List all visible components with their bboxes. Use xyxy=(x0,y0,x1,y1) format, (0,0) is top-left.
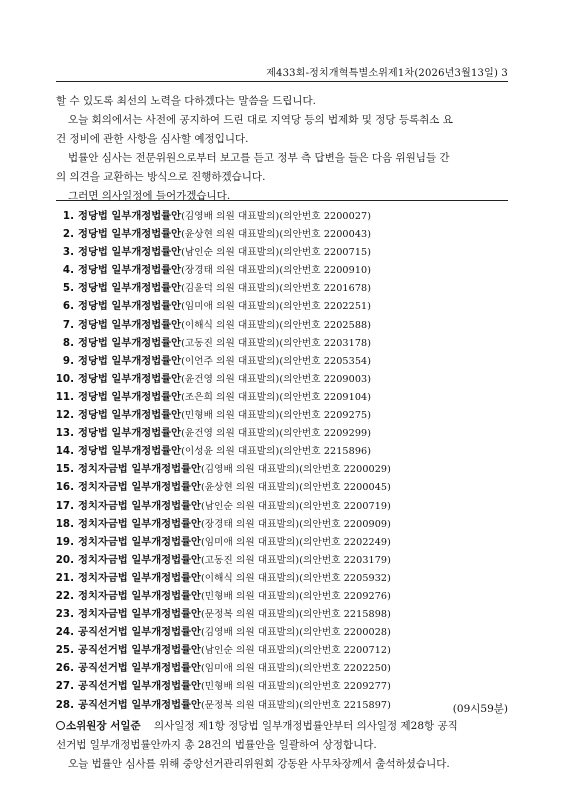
agenda-item xyxy=(55,551,508,569)
agenda-item-bill: 정당법 일부개정법률안 xyxy=(78,210,182,222)
agenda-item xyxy=(60,316,508,334)
agenda-item xyxy=(60,279,508,297)
agenda-item-number: 1. xyxy=(62,210,74,222)
agenda-item-number: 18. xyxy=(55,517,74,530)
agenda-item xyxy=(55,569,508,587)
agenda-item-detail: (김영배 의원 대표발의)(의안번호 2200029) xyxy=(200,464,391,476)
agenda-item-bill: 공직선거법 일부개정법률안 xyxy=(78,680,201,693)
agenda-item xyxy=(55,623,508,641)
agenda-item-number: 22. xyxy=(55,589,74,602)
speech-line: 오늘 법률안 심사를 위해 중앙선거관리위원회 강동완 사무차장께서 출석하셨습니다. xyxy=(68,758,450,770)
agenda-item-detail: (윤상현 의원 대표발의)(의안번호 2200045) xyxy=(200,482,391,494)
agenda-item-bill: 정당법 일부개정법률안 xyxy=(78,282,182,295)
agenda-item-detail: (남인순 의원 대표발의)(의안번호 2200715) xyxy=(181,247,372,259)
agenda-item xyxy=(55,533,508,551)
agenda-item-detail: (민형배 의원 대표발의)(의안번호 2209277) xyxy=(200,681,391,693)
agenda-item xyxy=(60,334,508,352)
agenda-item-number: 5. xyxy=(62,282,74,295)
agenda-item xyxy=(55,497,508,515)
agenda-item-bill: 정치자금법 일부개정법률안 xyxy=(78,517,201,530)
agenda-item-number: 24. xyxy=(55,626,74,639)
agenda-item-number: 10. xyxy=(55,372,74,385)
agenda-item-detail: (문정복 의원 대표발의)(의안번호 2215898) xyxy=(200,609,391,621)
agenda-item-bill: 정당법 일부개정법률안 xyxy=(78,318,182,331)
circle-bullet-icon xyxy=(56,721,65,730)
agenda-item-bill: 공직선거법 일부개정법률안 xyxy=(78,662,201,675)
agenda-item-number: 7. xyxy=(62,318,74,331)
speech-line-first xyxy=(56,717,508,736)
agenda-item-number: 2. xyxy=(62,228,74,241)
agenda-rule xyxy=(56,200,508,201)
agenda-item-detail: (문정복 의원 대표발의)(의안번호 2215897) xyxy=(200,699,391,711)
agenda-item-number: 6. xyxy=(62,300,74,313)
page-header: 제433회-정치개혁특별소위제1차(2026년3월13일) 3 xyxy=(266,68,508,79)
agenda-item-detail: (이해식 의원 대표발의)(의안번호 2205932) xyxy=(200,572,391,584)
agenda-item-bill: 공직선거법 일부개정법률안 xyxy=(78,626,201,639)
agenda-list xyxy=(55,207,508,714)
agenda-item-bill: 정치자금법 일부개정법률안 xyxy=(78,481,201,494)
agenda-item-number: 8. xyxy=(62,336,74,349)
agenda-item xyxy=(55,460,508,478)
agenda-item xyxy=(55,406,508,424)
agenda-item-number: 9. xyxy=(62,354,74,367)
agenda-item-detail: (윤건영 의원 대표발의)(의안번호 2209003) xyxy=(181,373,372,385)
agenda-item xyxy=(55,478,508,496)
agenda-item-detail: (임미애 의원 대표발의)(의안번호 2202250) xyxy=(200,663,391,675)
agenda-item xyxy=(55,388,508,406)
intro-line: 건 정비에 관한 사항을 심사할 예정입니다. xyxy=(56,133,249,145)
speech-block xyxy=(56,717,508,774)
agenda-item-detail: (임미애 의원 대표발의)(의안번호 2202249) xyxy=(200,536,391,548)
agenda-item-number: 27. xyxy=(55,680,74,693)
agenda-item-number: 3. xyxy=(62,246,74,259)
agenda-item-number: 13. xyxy=(55,427,74,440)
speech-line: 선거법 일부개정법률안까지 총 28건의 법률안을 일괄하여 상정합니다. xyxy=(56,739,377,751)
agenda-item-number: 23. xyxy=(55,608,74,621)
agenda-item-bill: 정당법 일부개정법률안 xyxy=(78,300,182,313)
agenda-item-detail: (민형배 의원 대표발의)(의안번호 2209275) xyxy=(181,410,372,422)
agenda-item-number: 17. xyxy=(55,499,74,512)
header-rule xyxy=(56,81,508,82)
agenda-item-bill: 정치자금법 일부개정법률안 xyxy=(78,571,201,584)
agenda-item-number: 4. xyxy=(62,264,74,277)
agenda-item xyxy=(55,370,508,388)
agenda-item-bill: 정치자금법 일부개정법률안 xyxy=(78,589,201,602)
agenda-item-number: 20. xyxy=(55,553,74,566)
agenda-item-detail: (윤건영 의원 대표발의)(의안번호 2209299) xyxy=(181,428,372,440)
agenda-item xyxy=(60,225,508,243)
agenda-item-number: 26. xyxy=(55,662,74,675)
agenda-item-bill: 정치자금법 일부개정법률안 xyxy=(78,463,201,476)
agenda-item xyxy=(55,605,508,623)
agenda-item-detail: (이해식 의원 대표발의)(의안번호 2202588) xyxy=(181,319,372,331)
time-mark: (09시59분) xyxy=(452,703,508,715)
agenda-item-number: 21. xyxy=(55,571,74,584)
intro-line: 의 의견을 교환하는 방식으로 진행하겠습니다. xyxy=(56,171,266,183)
agenda-item-detail: (이성윤 의원 대표발의)(의안번호 2215896) xyxy=(181,446,372,458)
agenda-item-detail: (조은희 의원 대표발의)(의안번호 2209104) xyxy=(181,391,372,403)
agenda-item-detail: (김윤덕 의원 대표발의)(의안번호 2201678) xyxy=(181,283,372,295)
agenda-item-bill: 공직선거법 일부개정법률안 xyxy=(78,698,201,711)
speaker-name: 소위원장 서일준 xyxy=(66,720,141,732)
agenda-item xyxy=(55,515,508,533)
intro-line: 할 수 있도록 최선의 노력을 다하겠다는 말씀을 드립니다. xyxy=(56,95,316,107)
agenda-item-bill: 정치자금법 일부개정법률안 xyxy=(78,535,201,548)
agenda-item-bill: 공직선거법 일부개정법률안 xyxy=(78,644,201,657)
agenda-item xyxy=(55,442,508,460)
agenda-item-bill: 정당법 일부개정법률안 xyxy=(78,246,182,259)
intro-line: 그러면 의사일정에 들어가겠습니다. xyxy=(68,190,231,202)
agenda-item xyxy=(60,297,508,315)
agenda-item xyxy=(60,207,508,225)
agenda-item-number: 12. xyxy=(55,409,74,422)
agenda-item-bill: 정치자금법 일부개정법률안 xyxy=(78,553,201,566)
agenda-item-bill: 정당법 일부개정법률안 xyxy=(78,372,182,385)
agenda-item-bill: 정당법 일부개정법률안 xyxy=(78,228,182,241)
agenda-item-number: 15. xyxy=(55,463,74,476)
agenda-item-number: 25. xyxy=(55,644,74,657)
agenda-item-detail: (장경태 의원 대표발의)(의안번호 2200909) xyxy=(200,518,391,530)
speech-text: 의사일정 제1항 정당법 일부개정법률안부터 의사일정 제28항 공직 xyxy=(154,720,458,732)
agenda-item-detail: (고동진 의원 대표발의)(의안번호 2203178) xyxy=(181,337,372,349)
agenda-item xyxy=(60,243,508,261)
agenda-item-detail: (이언주 의원 대표발의)(의안번호 2205354) xyxy=(181,355,372,367)
intro-line: 오늘 회의에서는 사전에 공지하여 드린 대로 지역당 등의 법제화 및 정당 등록취소 요 xyxy=(68,114,453,126)
agenda-item-number: 16. xyxy=(55,481,74,494)
agenda-item-detail: (윤상현 의원 대표발의)(의안번호 2200043) xyxy=(181,229,372,241)
agenda-item-detail: (고동진 의원 대표발의)(의안번호 2203179) xyxy=(200,554,391,566)
agenda-item-number: 11. xyxy=(55,390,74,403)
agenda-item-detail: (장경태 의원 대표발의)(의안번호 2200910) xyxy=(181,265,372,277)
agenda-item xyxy=(55,659,508,677)
agenda-item-detail: (민형배 의원 대표발의)(의안번호 2209276) xyxy=(200,590,391,602)
agenda-item-bill: 정당법 일부개정법률안 xyxy=(78,409,182,422)
agenda-item-bill: 정당법 일부개정법률안 xyxy=(78,264,182,277)
agenda-item-bill: 정당법 일부개정법률안 xyxy=(78,336,182,349)
agenda-item xyxy=(55,424,508,442)
agenda-item-number: 28. xyxy=(55,698,74,711)
agenda-item-bill: 정치자금법 일부개정법률안 xyxy=(78,608,201,621)
agenda-item-number: 19. xyxy=(55,535,74,548)
agenda-item-bill: 정당법 일부개정법률안 xyxy=(78,427,182,440)
agenda-item-detail: (남인순 의원 대표발의)(의안번호 2200719) xyxy=(200,500,391,512)
agenda-item-number: 14. xyxy=(55,445,74,458)
agenda-item xyxy=(60,352,508,370)
agenda-item-detail: (김영배 의원 대표발의)(의안번호 2200027) xyxy=(181,211,372,222)
agenda-item-detail: (남인순 의원 대표발의)(의안번호 2200712) xyxy=(200,645,391,657)
agenda-item-bill: 정치자금법 일부개정법률안 xyxy=(78,499,201,512)
agenda-item xyxy=(60,261,508,279)
intro-paragraphs xyxy=(56,92,508,206)
agenda-item xyxy=(55,677,508,695)
agenda-item xyxy=(55,641,508,659)
agenda-item-bill: 정당법 일부개정법률안 xyxy=(78,354,182,367)
agenda-item-bill: 정당법 일부개정법률안 xyxy=(78,445,182,458)
agenda-item-detail: (김영배 의원 대표발의)(의안번호 2200028) xyxy=(200,627,391,639)
intro-line: 법률안 심사는 전문위원으로부터 보고를 듣고 정부 측 답변을 들은 다음 위원님들 간 xyxy=(68,152,450,164)
agenda-item xyxy=(55,587,508,605)
agenda-item-detail: (임미애 의원 대표발의)(의안번호 2202251) xyxy=(181,301,372,313)
agenda-item-bill: 정당법 일부개정법률안 xyxy=(78,390,182,403)
